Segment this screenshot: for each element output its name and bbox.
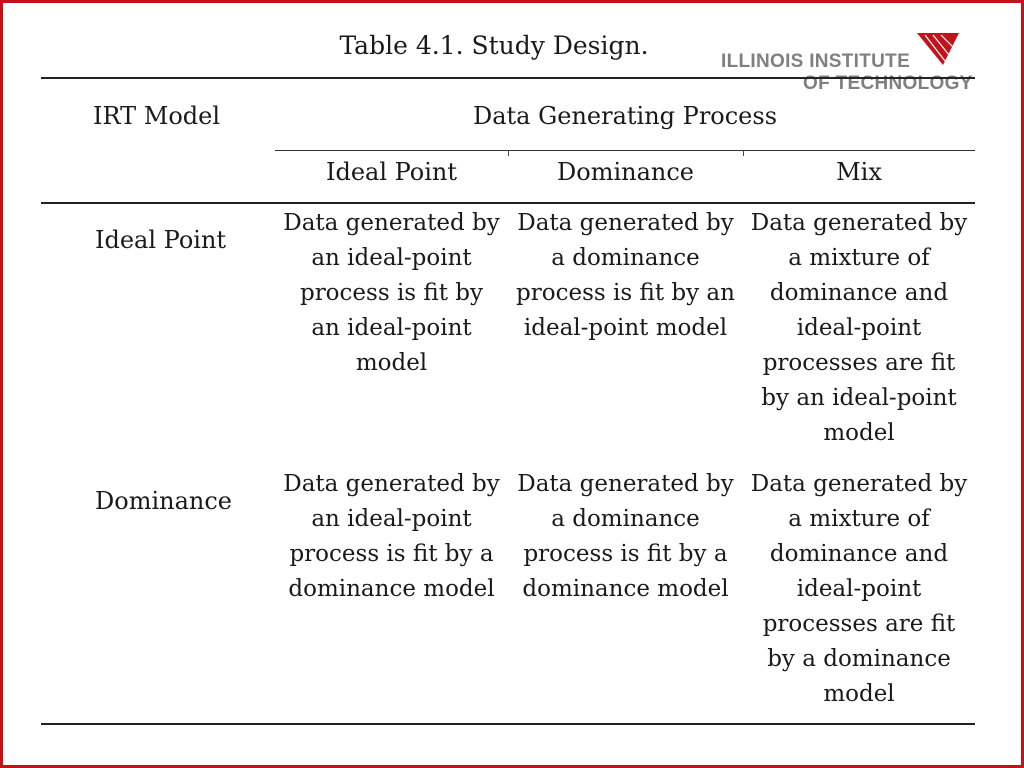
logo-text-line1: ILLINOIS INSTITUTE (721, 51, 911, 72)
logo-text-line2: OF TECHNOLOGY (803, 73, 973, 94)
header-bottom-rule (41, 202, 975, 204)
table-caption: Table 4.1. Study Design. (339, 31, 649, 60)
group-header: Data Generating Process (472, 102, 778, 130)
row-header-dominance: Dominance (95, 487, 232, 515)
iit-logo-mark-icon (915, 31, 961, 67)
column-header-ideal-point: Ideal Point (325, 158, 458, 186)
table-cell: Data generated by a dominance process is fit by a dominance model (517, 471, 734, 602)
row-header-ideal-point: Ideal Point (95, 226, 227, 254)
column-header-dominance: Dominance (557, 158, 694, 186)
corner-header: IRT Model (93, 102, 221, 130)
table-cell: Data generated by an ideal-point process is fit by a dominance model (283, 471, 500, 602)
table-cell: Data generated by a dominance process is fit by an ideal-point model (516, 210, 735, 341)
table-cell: Data generated by a mixture of dominance and ideal-point processes are fit by a dominance model (750, 471, 968, 707)
group-header-rule (275, 150, 975, 151)
table-bottom-rule (41, 723, 975, 725)
iit-logo (717, 31, 989, 101)
table-cell: Data generated by an ideal-point process is fit by an ideal-point model (283, 210, 500, 376)
table-top-rule (41, 77, 975, 79)
table-cell: Data generated by a mixture of dominance and ideal-point processes are fit by an ideal-point model (750, 210, 968, 446)
column-header-mix: Mix (836, 158, 882, 186)
